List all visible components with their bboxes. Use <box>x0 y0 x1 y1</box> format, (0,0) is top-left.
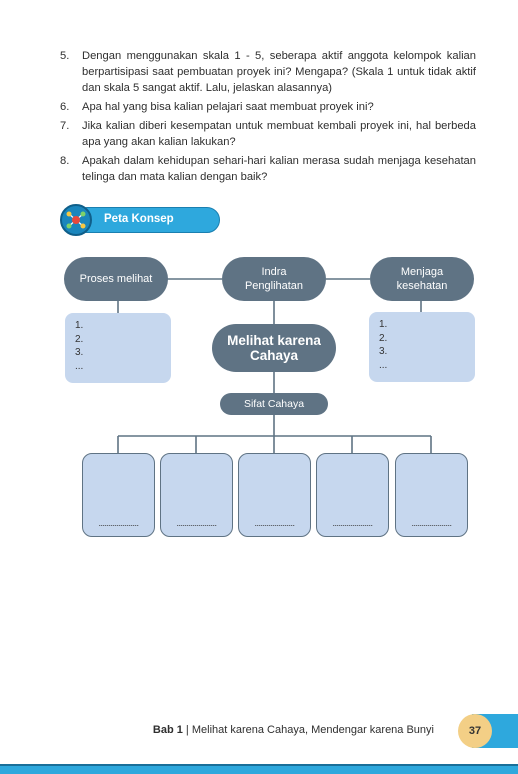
blank-line: .................... <box>332 518 373 528</box>
list-item: 3. <box>379 346 388 357</box>
footer-title: Melihat karena Cahaya, Mendengar karena Bunyi <box>191 724 434 736</box>
list-box-proses-melihat <box>65 313 171 383</box>
blank-line: .................... <box>176 518 217 528</box>
blank-line: .................... <box>411 518 452 528</box>
bottom-strip <box>0 766 518 774</box>
blank-box <box>238 453 311 537</box>
list-item: ... <box>75 360 84 372</box>
list-item: 1. <box>75 320 84 331</box>
list-item: 2. <box>379 332 388 344</box>
question-text: Apakah dalam kehidupan sehari-hari kalian merasa sudah menjaga kesehatan telinga dan mata kalian dengan baik? <box>82 155 476 183</box>
list-item: 1. <box>379 319 388 330</box>
blank-box <box>82 453 155 537</box>
page-number: 37 <box>458 714 492 748</box>
footer-chapter: Bab 1 <box>152 724 183 736</box>
question-text: Apa hal yang bisa kalian pelajari saat membuat proyek ini? <box>82 101 374 113</box>
list-item: 2. <box>75 333 84 345</box>
blank-line: .................... <box>98 518 139 528</box>
footer-separator: | <box>182 724 192 736</box>
blank-box <box>160 453 233 537</box>
question-text: Jika kalian diberi kesempatan untuk membuat kembali proyek ini, hal berbeda apa yang akan kalian lakukan? <box>82 120 476 148</box>
question-number: 7. <box>60 120 70 132</box>
question-number: 5. <box>60 50 70 62</box>
blank-box <box>395 453 468 537</box>
footer-chapter-title <box>153 724 434 736</box>
question-number: 8. <box>60 155 70 167</box>
peta-konsep-label: Peta Konsep <box>104 213 174 225</box>
node-indra-penglihatan: Indra Penglihatan <box>222 257 326 301</box>
question-text: Dengan menggunakan skala 1 - 5, seberapa aktif anggota kelompok kalian berpartisipasi saat pembuatan proyek ini? Mengapa? (Skala 1 untuk tidak aktif dan skala 5 sangat aktif. Lalu, jelaskan alasannya) <box>82 50 476 94</box>
question-number: 6. <box>60 101 70 113</box>
node-melihat-karena-cahaya: Melihat karena Cahaya <box>212 324 336 372</box>
node-menjaga-kesehatan: Menjaga kesehatan <box>370 257 474 301</box>
blank-line: .................... <box>254 518 295 528</box>
list-box-menjaga-kesehatan <box>369 312 475 382</box>
node-proses-melihat: Proses melihat <box>64 257 168 301</box>
node-sifat-cahaya: Sifat Cahaya <box>220 393 328 415</box>
blank-box <box>316 453 389 537</box>
list-item: ... <box>379 359 388 371</box>
list-item: 3. <box>75 347 84 358</box>
